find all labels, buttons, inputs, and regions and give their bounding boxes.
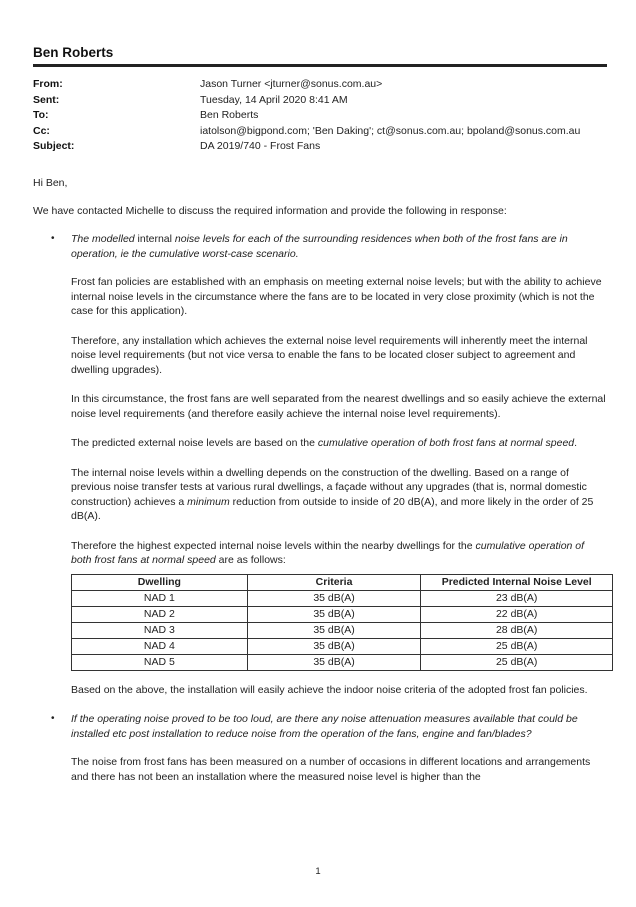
table-row: [72, 622, 613, 638]
p4-part-a: The predicted external noise levels are based on the: [71, 437, 318, 449]
subject-value: DA 2019/740 - Frost Fans: [200, 140, 321, 152]
p4-italic: cumulative operation of both frost fans at normal speed: [317, 437, 575, 449]
p6-part-c: are as follows:: [215, 554, 286, 566]
table-row: [72, 590, 613, 606]
table-cell: 25 dB(A): [421, 638, 613, 654]
bullet-icon: •: [51, 233, 55, 244]
column-header-dwelling: Dwelling: [72, 574, 248, 590]
header-row-from: [33, 77, 580, 93]
answer-1-paragraph-3: In this circumstance, the frost fans are well separated from the nearest dwellings and so easily achieve the external noise level requirements (and therefore easily achieve the internal noise level requirements).: [71, 393, 606, 420]
answer-1-paragraph-6: [71, 539, 607, 568]
header-row-cc: [33, 124, 580, 140]
question-1: [71, 232, 607, 261]
table-cell: 35 dB(A): [247, 590, 421, 606]
table-cell: NAD 2: [72, 606, 248, 622]
p5-part-c: reduction from outside to inside of 20 dB(A), and more likely in the order of 25 dB(A).: [71, 495, 594, 522]
table-cell: 35 dB(A): [247, 654, 421, 670]
table-cell: 35 dB(A): [247, 606, 421, 622]
table-cell: 22 dB(A): [421, 606, 613, 622]
p5-italic: minimum: [187, 495, 230, 508]
bullet-icon: •: [51, 713, 55, 724]
question-1-emphasis: internal: [137, 233, 172, 245]
column-header-predicted: Predicted Internal Noise Level: [421, 574, 613, 590]
from-label: From:: [33, 78, 63, 90]
p4-part-c: .: [574, 437, 578, 449]
answer-1-paragraph-2: Therefore, any installation which achieves the external noise level requirements will inherently meet the internal noise level requirements (but not vice versa to enable the fans to be located closer subject to agreement and dwelling upgrades).: [71, 334, 588, 376]
table-cell: 23 dB(A): [421, 590, 613, 606]
answer-1-paragraph-7: Based on the above, the installation will easily achieve the indoor noise criteria of the adopted frost fan policies.: [71, 683, 588, 696]
greeting: Hi Ben,: [33, 177, 68, 189]
answer-1-paragraph-1: Frost fan policies are established with an emphasis on meeting external noise levels; but with the ability to achieve internal noise levels in the circumstance where the fans are to be located in very close proximity (which is not the case for this application).: [71, 276, 602, 317]
noise-level-table: [71, 574, 613, 671]
table-cell: NAD 3: [72, 622, 248, 638]
page-number: 1: [315, 866, 321, 877]
answer-1-paragraph-5: [71, 466, 607, 524]
table-cell: 25 dB(A): [421, 654, 613, 670]
answer-2-paragraph-1: The noise from frost fans has been measured on a number of occasions in different locations and arrangements and there has not been an installation where the measured noise level is higher than the: [71, 756, 591, 783]
bullet-item-1: [33, 232, 607, 697]
cc-value: iatolson@bigpond.com; 'Ben Daking'; ct@sonus.com.au; bpoland@sonus.com.au: [200, 124, 581, 137]
from-value: Jason Turner <jturner@sonus.com.au>: [200, 78, 383, 90]
header-rule: [33, 64, 607, 67]
table-row: [72, 638, 613, 654]
table-cell: 35 dB(A): [247, 622, 421, 638]
cc-label: Cc:: [33, 124, 50, 137]
sent-label: Sent:: [33, 93, 60, 106]
header-row-to: [33, 108, 580, 124]
table-cell: NAD 4: [72, 638, 248, 654]
sent-value: Tuesday, 14 April 2020 8:41 AM: [200, 93, 348, 106]
table-cell: NAD 1: [72, 590, 248, 606]
header-row-sent: [33, 93, 580, 109]
email-body: [33, 176, 607, 799]
table-row: [72, 654, 613, 670]
sender-name: Ben Roberts: [33, 45, 114, 60]
to-label: To:: [33, 109, 49, 121]
p6-part-a: Therefore the highest expected internal noise levels within the nearby dwellings for the: [71, 539, 476, 552]
email-header: [33, 77, 580, 155]
table-header-row: [72, 574, 613, 590]
to-value: Ben Roberts: [200, 109, 259, 121]
answer-1-paragraph-4: [71, 436, 607, 451]
bullet-item-2: [33, 712, 607, 784]
question-1-part-a: The modelled: [71, 233, 138, 245]
question-1-part-c: noise levels for each of the surrounding residences when both of the frost fans are in operation, ie the cumulative worst-case scenario.: [71, 233, 568, 260]
table-cell: 35 dB(A): [247, 638, 421, 654]
p5-part-a: The internal noise levels within a dwelling depends on the construction of the dwelling. Based on a range of previous noise transfer tests at various rural dwellings, a façade without any upgrades (that is, normal domestic construction) achieves a: [71, 466, 587, 508]
intro-paragraph: We have contacted Michelle to discuss the required information and provide the following in response:: [33, 204, 507, 217]
question-2: If the operating noise proved to be too loud, are there any noise attenuation measures available that could be installed etc post installation to reduce noise from the operation of the fans, engine and fan/blades?: [71, 713, 578, 740]
table-cell: 28 dB(A): [421, 622, 613, 638]
header-row-subject: [33, 139, 580, 155]
subject-label: Subject:: [33, 140, 75, 152]
p6-italic: cumulative operation of both frost fans at normal speed: [71, 539, 585, 566]
column-header-criteria: Criteria: [247, 574, 421, 590]
table-cell: NAD 5: [72, 654, 248, 670]
table-row: [72, 606, 613, 622]
